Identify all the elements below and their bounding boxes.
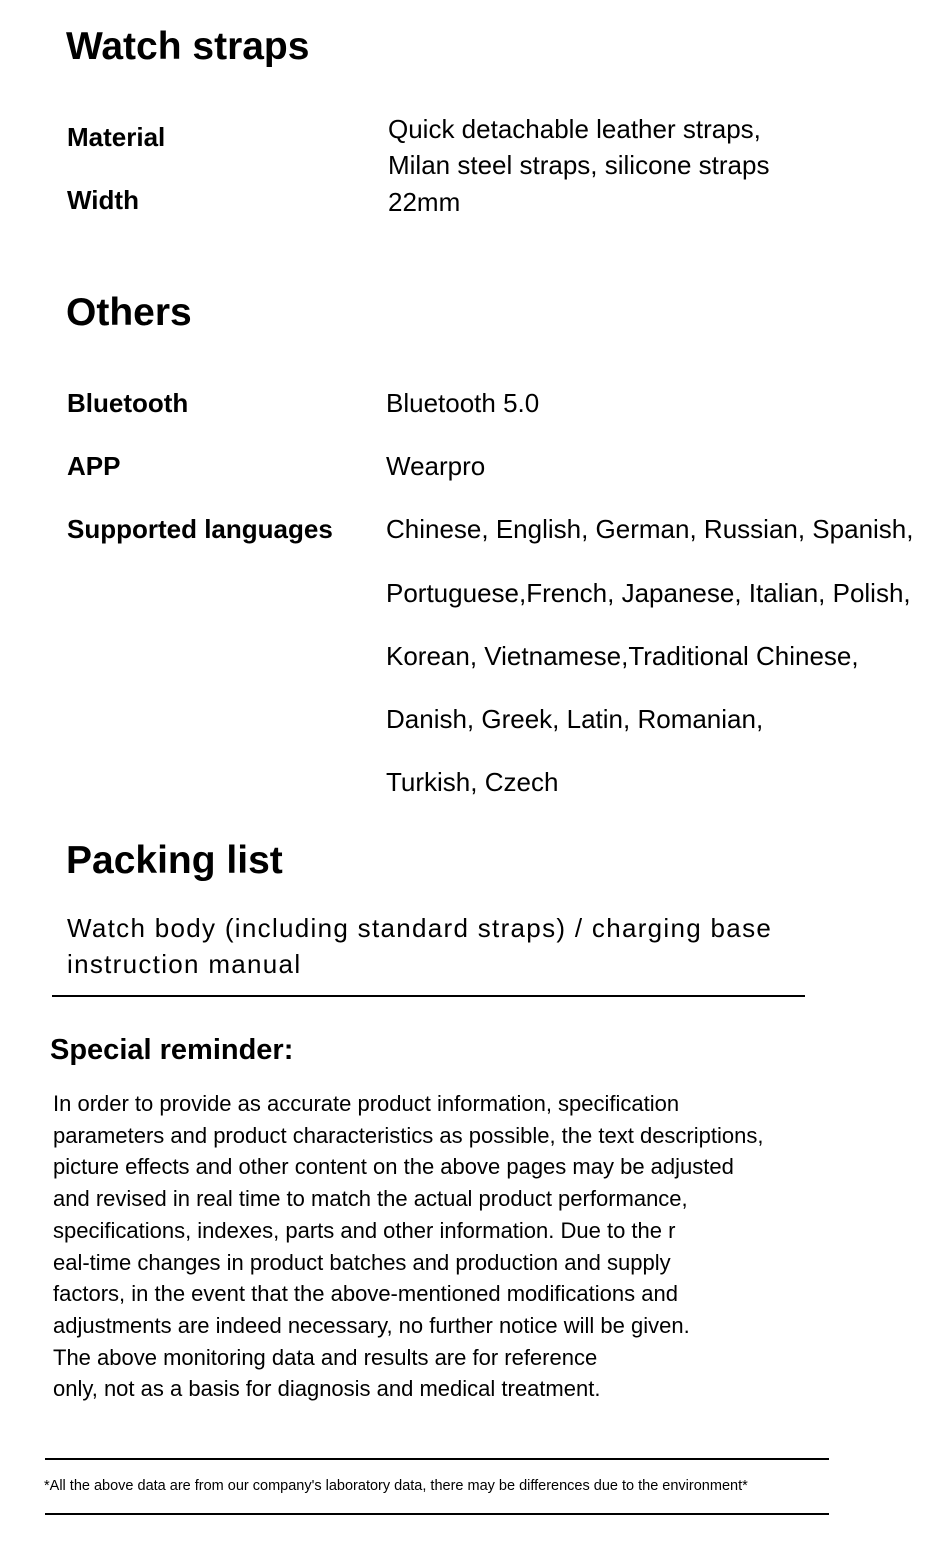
reminder-line: specifications, indexes, parts and other information. Due to the r (53, 1217, 676, 1243)
width-value: 22mm (388, 187, 461, 217)
special-reminder-title: Special reminder: (50, 1034, 294, 1066)
divider (45, 1513, 829, 1515)
reminder-line: picture effects and other content on the above pages may be adjusted (53, 1154, 734, 1180)
width-label: Width (67, 185, 139, 215)
reminder-line: parameters and product characteristics as possible, the text descriptions, (53, 1122, 764, 1148)
app-value: Wearpro (386, 451, 486, 481)
reminder-line: eal-time changes in product batches and production and supply (53, 1249, 671, 1275)
material-value-line: Quick detachable leather straps, (388, 114, 761, 144)
material-value-line: Milan steel straps, silicone straps (388, 150, 770, 180)
watch-straps-heading: Watch straps (66, 25, 310, 68)
languages-line: Turkish, Czech (386, 767, 559, 797)
divider (45, 1458, 829, 1460)
reminder-line: adjustments are indeed necessary, no further notice will be given. (53, 1312, 690, 1338)
footer-note: *All the above data are from our company's laboratory data, there may be differences due to the environment* (44, 1478, 748, 1494)
divider (52, 995, 805, 997)
bluetooth-value: Bluetooth 5.0 (386, 388, 540, 418)
packing-list-content (67, 910, 772, 982)
reminder-line: In order to provide as accurate product information, specification (53, 1091, 680, 1116)
app-label: APP (67, 451, 121, 481)
others-heading: Others (66, 291, 192, 334)
packing-list-line: instruction manual (67, 949, 302, 979)
reminder-line: and revised in real time to match the actual product performance, (53, 1186, 688, 1212)
languages-line: Chinese, English, German, Russian, Spanish, (386, 514, 914, 544)
special-reminder-text (53, 1088, 763, 1405)
languages-label: Supported languages (67, 514, 333, 544)
languages-line: Danish, Greek, Latin, Romanian, (386, 704, 764, 734)
material-label: Material (67, 122, 166, 152)
languages-line: Korean, Vietnamese,Traditional Chinese, (386, 641, 859, 671)
reminder-line: only, not as a basis for diagnosis and medical treatment. (53, 1376, 601, 1402)
material-value (388, 111, 769, 183)
packing-list-line: Watch body (including standard straps) / charging base (67, 913, 773, 943)
reminder-line: The above monitoring data and results are for reference (53, 1344, 598, 1370)
reminder-line: factors, in the event that the above-mentioned modifications and (53, 1281, 678, 1307)
languages-line: Portuguese,French, Japanese, Italian, Polish, (386, 578, 911, 608)
packing-list-heading: Packing list (66, 839, 283, 882)
bluetooth-label: Bluetooth (67, 388, 189, 418)
